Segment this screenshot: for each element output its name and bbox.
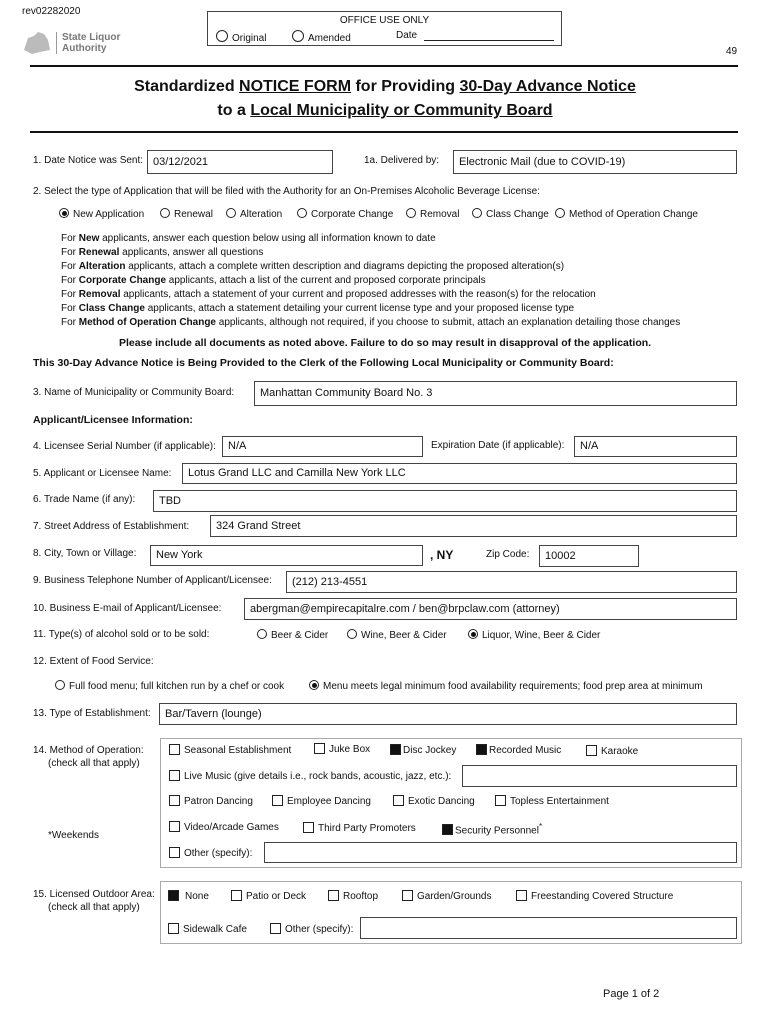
radio-new-application[interactable]: New Application <box>59 208 144 220</box>
amended-radio[interactable]: Amended <box>292 30 351 44</box>
documents-notice: Please include all documents as noted above. Failure to do so may result in disapproval of the application. <box>118 337 652 349</box>
office-use-box <box>207 11 562 46</box>
clerk-notice: This 30-Day Advance Notice is Being Provided to the Clerk of the Following Local Municipality or Community Board: <box>33 357 614 369</box>
q7-label: 7. Street Address of Establishment: <box>33 521 190 532</box>
check-karaoke[interactable]: Karaoke <box>586 745 638 757</box>
check-security-personnel[interactable]: Security Personnel* <box>442 822 542 836</box>
q3-label: 3. Name of Municipality or Community Board: <box>33 387 235 398</box>
q10-label: 10. Business E-mail of Applicant/Licensee: <box>33 603 222 614</box>
check-topless-entertainment[interactable]: Topless Entertainment <box>495 795 609 807</box>
check-garden-grounds[interactable]: Garden/Grounds <box>402 890 492 902</box>
check-other-operation[interactable]: Other (specify): <box>169 847 252 859</box>
check-rooftop[interactable]: Rooftop <box>328 890 378 902</box>
title-rule <box>30 131 738 133</box>
sla-logo <box>22 28 142 58</box>
check-live-music[interactable]: Live Music (give details i.e., rock bands, acoustic, jazz, etc.): <box>169 770 451 782</box>
check-disc-jockey[interactable]: Disc Jockey <box>390 744 456 756</box>
state-label: , NY <box>430 548 454 562</box>
city-field[interactable]: New York <box>150 545 423 566</box>
original-radio[interactable]: Original <box>216 30 266 44</box>
licensee-name-field[interactable]: Lotus Grand LLC and Camilla New York LLC <box>182 463 737 484</box>
street-address-field[interactable]: 324 Grand Street <box>210 515 737 537</box>
instruction-line: For Method of Operation Change applicants, although not required, if you choose to submit, attach an explanation detailing those changes <box>61 317 681 328</box>
q14-label-line-2: (check all that apply) <box>48 758 140 769</box>
radio-method-of-operation-change[interactable]: Method of Operation Change <box>555 208 698 220</box>
instructions-list <box>61 232 680 330</box>
new-york-state-icon <box>22 30 52 56</box>
q2-label: 2. Select the type of Application that will be filed with the Authority for an On-Premises Alcoholic Beverage License: <box>33 186 540 197</box>
q4-label: 4. Licensee Serial Number (if applicable): <box>33 441 216 452</box>
q9-label: 9. Business Telephone Number of Applicant/Licensee: <box>33 575 272 586</box>
q1a-label: 1a. Delivered by: <box>364 155 440 166</box>
q14-label-line-1: 14. Method of Operation: <box>33 745 144 756</box>
form-title-line-2: to a Local Municipality or Community Board <box>217 102 553 119</box>
q5-label: 5. Applicant or Licensee Name: <box>33 468 172 479</box>
check-employee-dancing[interactable]: Employee Dancing <box>272 795 371 807</box>
establishment-type-field[interactable]: Bar/Tavern (lounge) <box>159 703 737 725</box>
check-none[interactable]: None <box>168 890 209 902</box>
email-field[interactable]: abergman@empirecapitalre.com / ben@brpclaw.com (attorney) <box>244 598 737 620</box>
radio-full-food-menu[interactable]: Full food menu; full kitchen run by a chef or cook <box>55 680 284 692</box>
logo-line-2: Authority <box>62 43 107 54</box>
check-exotic-dancing[interactable]: Exotic Dancing <box>393 795 475 807</box>
date-line[interactable] <box>424 40 554 41</box>
date-label: Date <box>396 30 418 41</box>
instruction-line: For Renewal applicants, answer all questions <box>61 247 264 258</box>
check-juke-box[interactable]: Juke Box <box>314 743 370 755</box>
weekends-note: *Weekends <box>48 830 99 841</box>
check-recorded-music[interactable]: Recorded Music <box>476 744 561 756</box>
live-music-details-field[interactable] <box>462 765 737 787</box>
radio-minimum-food[interactable]: Menu meets legal minimum food availability requirements; food prep area at minimum <box>309 680 703 692</box>
q11-label: 11. Type(s) of alcohol sold or to be sold: <box>33 629 210 640</box>
radio-renewal[interactable]: Renewal <box>160 208 213 220</box>
trade-name-field[interactable]: TBD <box>153 490 737 512</box>
zip-label: Zip Code: <box>486 549 530 560</box>
expiration-date-field[interactable]: N/A <box>574 436 737 457</box>
q6-label: 6. Trade Name (if any): <box>33 494 136 505</box>
check-freestanding-structure[interactable]: Freestanding Covered Structure <box>516 890 673 902</box>
zip-code-field[interactable]: 10002 <box>539 545 639 567</box>
expiration-label: Expiration Date (if applicable): <box>431 440 565 451</box>
top-rule <box>30 65 738 67</box>
office-use-title: OFFICE USE ONLY <box>339 15 430 26</box>
instruction-line: For Corporate Change applicants, attach a list of the current and proposed corporate principals <box>61 275 486 286</box>
revision-code: rev02282020 <box>22 6 81 17</box>
q8-label: 8. City, Town or Village: <box>33 548 137 559</box>
check-patron-dancing[interactable]: Patron Dancing <box>169 795 253 807</box>
other-outdoor-field[interactable] <box>360 917 737 939</box>
check-third-party-promoters[interactable]: Third Party Promoters <box>303 822 416 834</box>
radio-wine-beer-cider[interactable]: Wine, Beer & Cider <box>347 629 447 641</box>
page-footer: Page 1 of 2 <box>603 988 660 1000</box>
check-sidewalk-cafe[interactable]: Sidewalk Cafe <box>168 923 247 935</box>
q15-label-line-2: (check all that apply) <box>48 902 140 913</box>
instruction-line: For New applicants, answer each question below using all information known to date <box>61 233 436 244</box>
radio-alteration[interactable]: Alteration <box>226 208 282 220</box>
radio-corporate-change[interactable]: Corporate Change <box>297 208 393 220</box>
other-operation-field[interactable] <box>264 842 737 863</box>
check-patio-deck[interactable]: Patio or Deck <box>231 890 306 902</box>
page-number: 49 <box>726 46 738 57</box>
date-sent-field[interactable]: 03/12/2021 <box>147 150 333 174</box>
logo-line-1: State Liquor <box>62 32 121 43</box>
q15-label-line-1: 15. Licensed Outdoor Area: <box>33 889 155 900</box>
check-other-outdoor[interactable]: Other (specify): <box>270 923 353 935</box>
instruction-line: For Removal applicants, attach a statement of your current and proposed addresses with the reason(s) for the relocation <box>61 289 596 300</box>
radio-class-change[interactable]: Class Change <box>472 208 549 220</box>
instruction-line: For Alteration applicants, attach a complete written description and diagrams depicting the proposed alteration(s) <box>61 261 565 272</box>
municipality-field[interactable]: Manhattan Community Board No. 3 <box>254 381 737 406</box>
radio-liquor-wine-beer-cider[interactable]: Liquor, Wine, Beer & Cider <box>468 629 600 641</box>
instruction-line: For Class Change applicants, attach a statement detailing your current license type and your proposed license type <box>61 303 575 314</box>
q1-label: 1. Date Notice was Sent: <box>33 155 144 166</box>
form-title-line-1: Standardized NOTICE FORM for Providing 30-Day Advance Notice <box>134 78 636 95</box>
delivered-by-field[interactable]: Electronic Mail (due to COVID-19) <box>453 150 737 174</box>
radio-beer-cider[interactable]: Beer & Cider <box>257 629 328 641</box>
applicant-heading: Applicant/Licensee Information: <box>33 414 193 426</box>
q12-label: 12. Extent of Food Service: <box>33 656 154 667</box>
radio-removal[interactable]: Removal <box>406 208 459 220</box>
check-seasonal[interactable]: Seasonal Establishment <box>169 744 291 756</box>
serial-number-field[interactable]: N/A <box>222 436 423 457</box>
check-video-arcade[interactable]: Video/Arcade Games <box>169 821 279 833</box>
q13-label: 13. Type of Establishment: <box>33 708 151 719</box>
phone-field[interactable]: (212) 213-4551 <box>286 571 737 593</box>
